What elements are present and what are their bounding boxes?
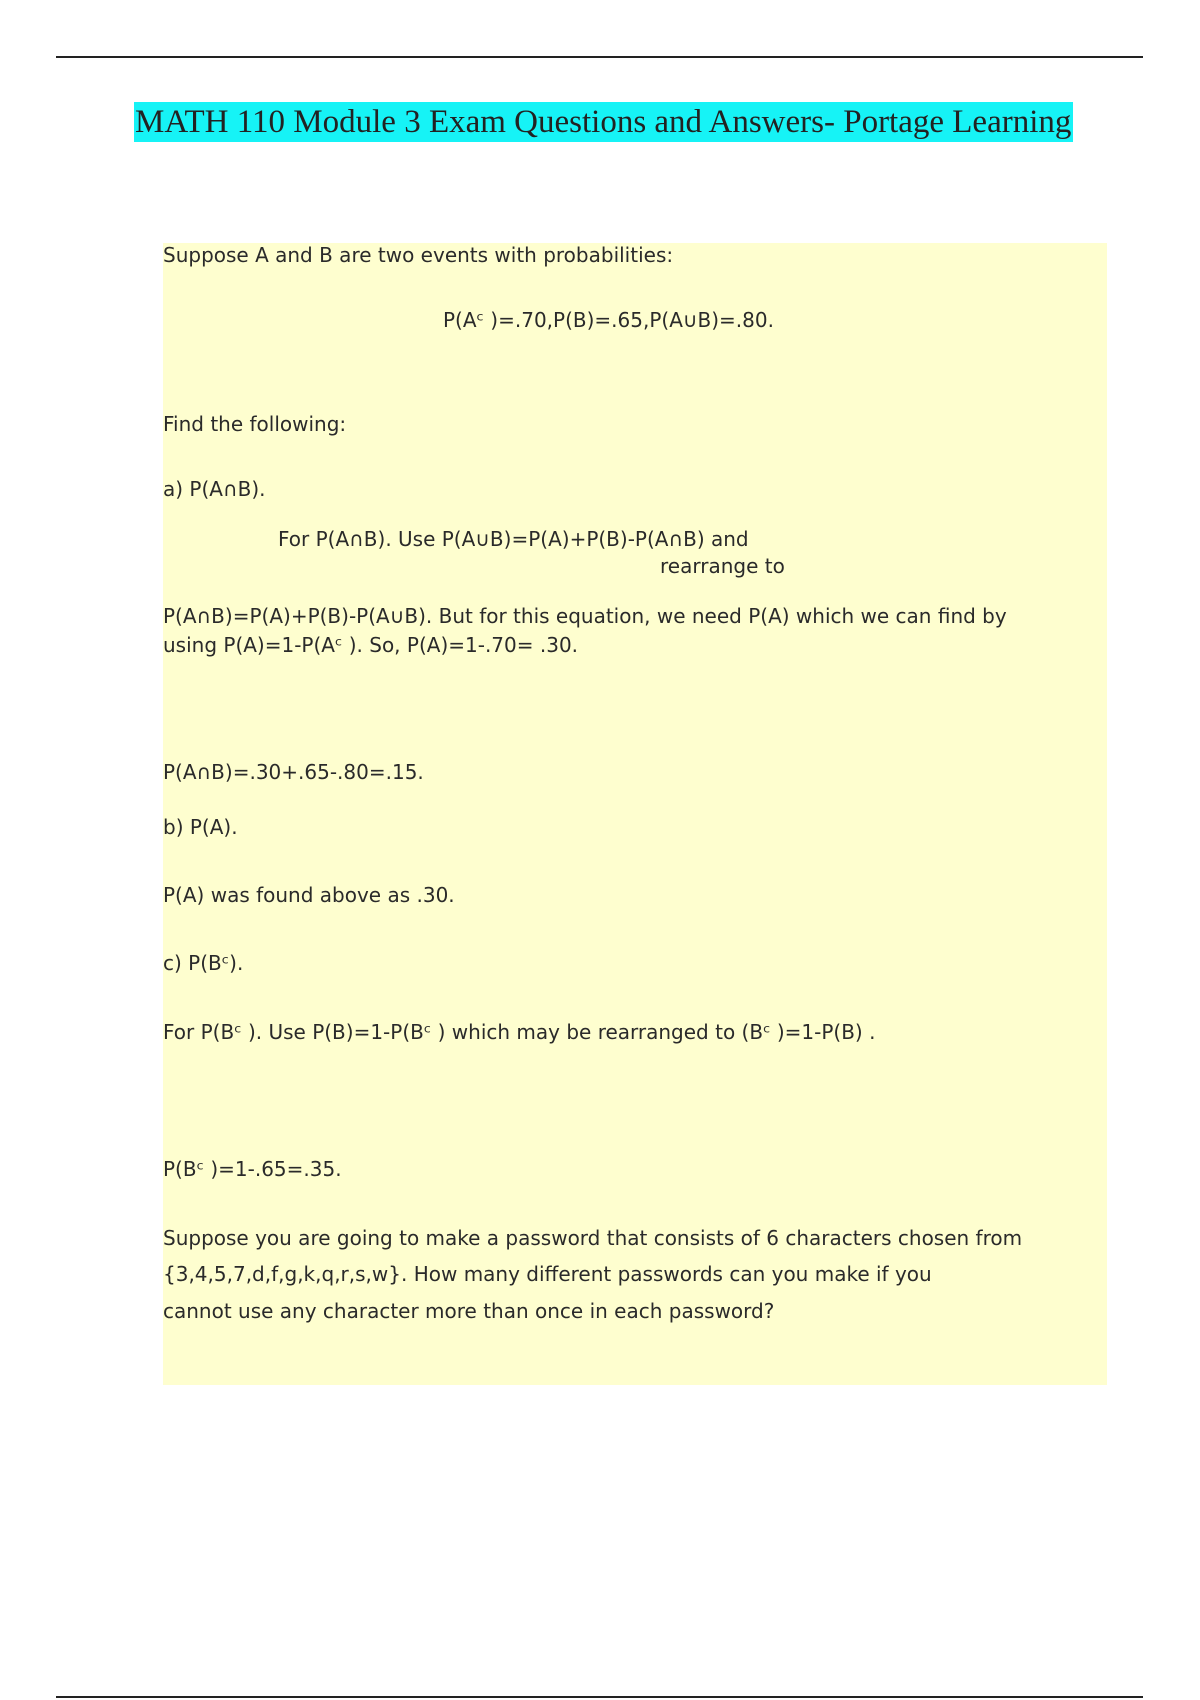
q1-prompt: Find the following: bbox=[163, 412, 347, 436]
part-c-heading: c) P(Bᶜ). bbox=[163, 951, 244, 975]
q2-line1: Suppose you are going to make a password that consists of 6 characters chosen from bbox=[163, 1226, 1023, 1250]
part-c-work: For P(Bᶜ ). Use P(B)=1-P(Bᶜ ) which may be rearranged to (Bᶜ )=1-P(B) . bbox=[163, 1020, 876, 1044]
q2-line2: {3,4,5,7,d,f,g,k,q,r,s,w}. How many different passwords can you make if you bbox=[163, 1262, 932, 1286]
footer-rule bbox=[56, 1696, 1143, 1698]
part-a-work-line2: using P(A)=1-P(Aᶜ ). So, P(A)=1-.70= .30. bbox=[163, 633, 579, 657]
part-a-answer: P(A∩B)=.30+.65-.80=.15. bbox=[163, 760, 424, 784]
header-rule bbox=[56, 56, 1143, 58]
part-a-note-line2: rearrange to bbox=[660, 554, 785, 578]
part-b-heading: b) P(A). bbox=[163, 815, 238, 839]
part-a-work-line1: P(A∩B)=P(A)+P(B)-P(A∪B). But for this equation, we need P(A) which we can find by bbox=[163, 604, 1007, 628]
q2-line3: cannot use any character more than once in each password? bbox=[163, 1299, 775, 1323]
q1-given-probabilities: P(Aᶜ )=.70,P(B)=.65,P(A∪B)=.80. bbox=[443, 308, 774, 332]
part-c-answer: P(Bᶜ )=1-.65=.35. bbox=[163, 1157, 342, 1181]
part-a-heading: a) P(A∩B). bbox=[163, 477, 266, 501]
part-a-note-line1: For P(A∩B). Use P(A∪B)=P(A)+P(B)-P(A∩B) and bbox=[278, 527, 749, 551]
q1-intro: Suppose A and B are two events with probabilities: bbox=[163, 243, 674, 267]
part-b-answer: P(A) was found above as .30. bbox=[163, 883, 455, 907]
document-title: MATH 110 Module 3 Exam Questions and Answers- Portage Learning bbox=[135, 104, 1072, 140]
